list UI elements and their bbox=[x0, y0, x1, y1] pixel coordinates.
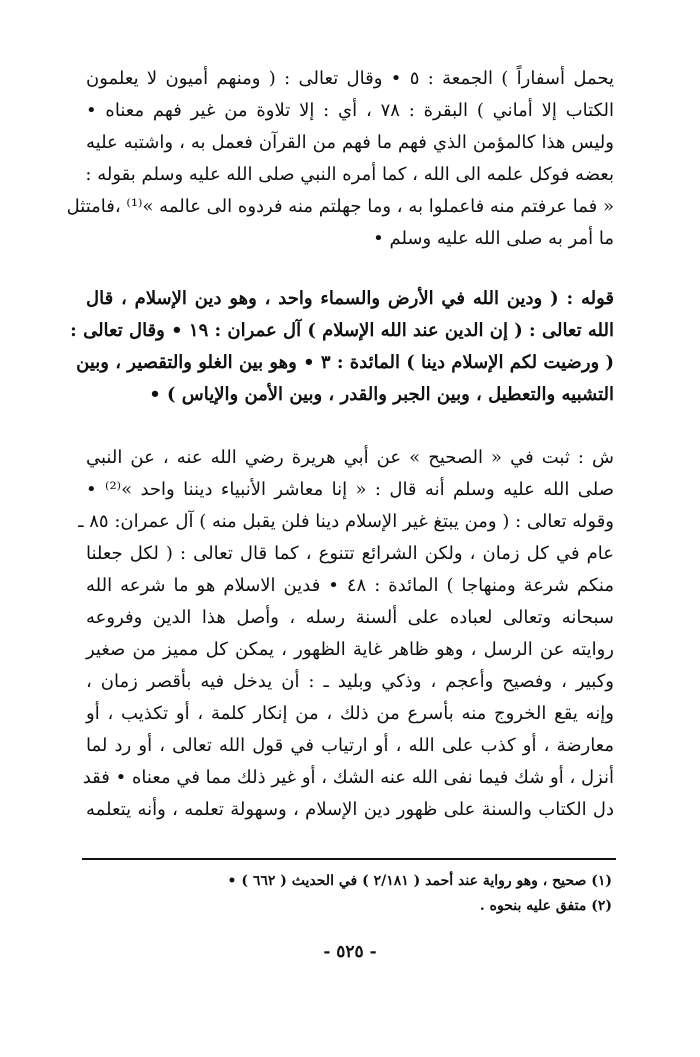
text-line: منكم شرعة ومنهاجا ) المائدة : ٤٨ • فدين الاسلام هو ما شرعه الله bbox=[86, 575, 614, 596]
text-line: الكتاب إلا أماني ) البقرة : ٧٨ ، أي : إلا تلاوة من غير فهم معناه • bbox=[86, 100, 614, 121]
text-line: وقوله تعالى : ( ومن يبتغ غير الإسلام دينا فلن يقبل منه ) آل عمران: ٨٥ ـ bbox=[78, 511, 614, 532]
matn-line: التشبيه والتعطيل ، وبين الجبر والقدر ، وبين الأمن والإياس ) • bbox=[149, 384, 614, 405]
footnote-2: (٢) متفق عليه بنحوه . bbox=[479, 898, 612, 914]
text-line: دل الكتاب والسنة على ظهور دين الإسلام ، وسهولة تعلمه ، وأنه يتعلمه bbox=[86, 799, 614, 820]
text-line: يحمل أسفاراً ) الجمعة : ٥ • وقال تعالى : ( ومنهم أميون لا يعلمون bbox=[86, 68, 615, 89]
matn-line: قوله : ( ودين الله في الأرض والسماء واحد ، وهو دين الإسلام ، قال bbox=[86, 288, 614, 309]
text-line: وكبير ، وفصيح وأعجم ، وذكي وبليد ـ : أن يدخل فيه بأقصر زمان ، bbox=[86, 671, 614, 692]
text-line: روايته عن الرسل ، وهو ظاهر غاية الظهور ، يمكن كل مميز من صغير bbox=[86, 639, 614, 660]
text-line: وإنه يقع الخروج منه بأسرع من ذلك ، من إنكار كلمة ، أو تكذيب ، أو bbox=[86, 703, 614, 724]
text-line: سبحانه وتعالى لعباده على ألسنة رسله ، وأصل هذا الدين وفروعه bbox=[86, 607, 614, 628]
matn-line: الله تعالى : ( إن الدين عند الله الإسلام ) آل عمران : ١٩ • وقال تعالى : bbox=[70, 320, 614, 341]
text-line: معارضة ، أو كذب على الله ، أو ارتياب في قول الله تعالى ، أو رد لما bbox=[86, 735, 614, 756]
text-line: أنزل ، أو شك فيما نفى الله عنه الشك ، أو غير ذلك مما في معناه • فقد bbox=[82, 767, 614, 788]
matn-line: ( ورضيت لكم الإسلام دينا ) المائدة : ٣ • وهو بين الغلو والتقصير ، وبين bbox=[76, 352, 614, 373]
footnote-1: (١) صحيح ، وهو رواية عند أحمد ( ٢/١٨١ ) في الحديث ( ٦٦٢ ) • bbox=[227, 873, 612, 889]
page-number: - ٥٢٥ - bbox=[323, 942, 377, 962]
text-line: ما أمر به صلى الله عليه وسلم • bbox=[373, 228, 614, 249]
footnote-divider bbox=[82, 858, 616, 860]
text-line: ش : ثبت في « الصحيح » عن أبي هريرة رضي الله عنه ، عن النبي bbox=[86, 447, 614, 468]
text-line: بعضه فوكل علمه الى الله ، كما أمره النبي صلى الله عليه وسلم بقوله : bbox=[85, 164, 614, 185]
text-line: « فما عرفتم منه فاعملوا به ، وما جهلتم منه فردوه الى عالمه »⁽¹⁾ ،فامتثل bbox=[66, 196, 614, 217]
text-line: وليس هذا كالمؤمن الذي فهم ما فهم من القرآن فعمل به ، واشتبه عليه bbox=[86, 132, 614, 153]
text-line: صلى الله عليه وسلم أنه قال : « إنا معاشر الأنبياء ديننا واحد »⁽²⁾ • bbox=[86, 479, 614, 500]
text-line: عام في كل زمان ، ولكن الشرائع تتنوع ، كما قال تعالى : ( لكل جعلنا bbox=[86, 543, 614, 564]
